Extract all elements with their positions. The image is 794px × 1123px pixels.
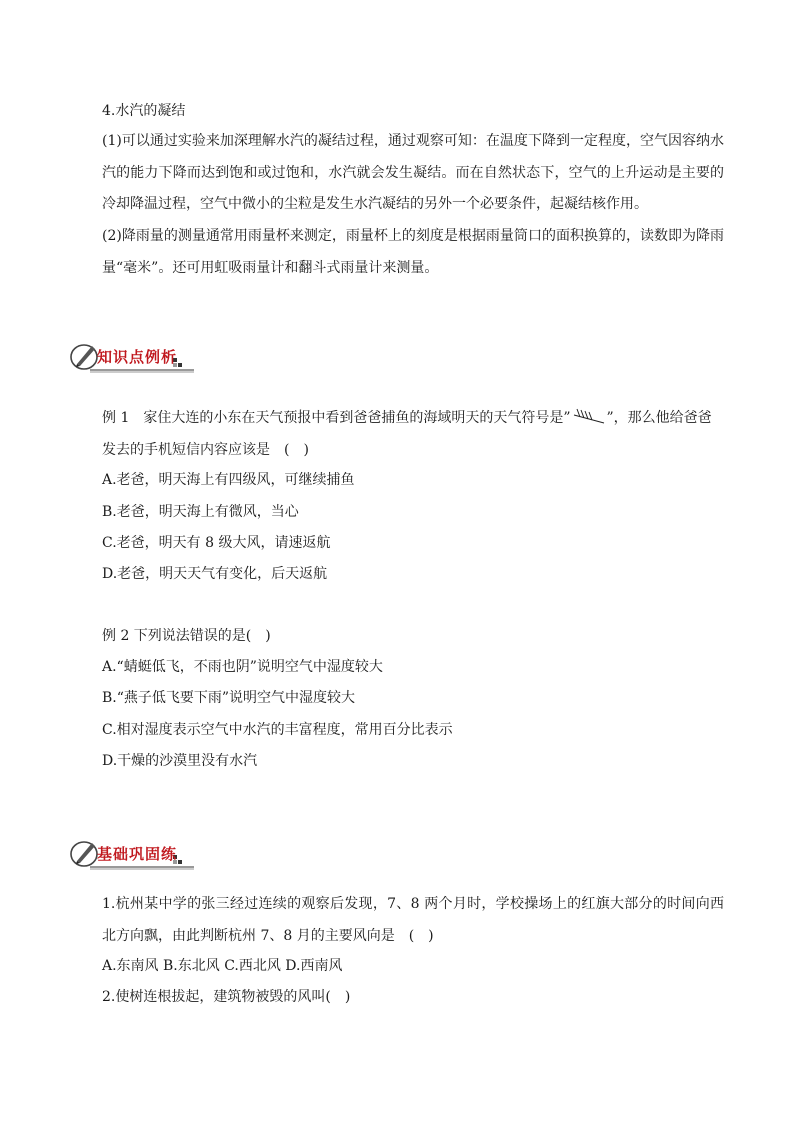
example-2-stem: 例 2 下列说法错误的是( )	[102, 628, 271, 644]
example-1-option-d: D.老爸，明天天气有变化，后天返航	[102, 566, 328, 582]
example-2-option-d: D.干燥的沙漠里没有水汽	[102, 753, 258, 769]
section-heading: 4.水汽的凝结	[102, 103, 186, 119]
section-banner-practice	[70, 834, 200, 874]
banner-label: 知识点例析	[97, 348, 178, 366]
example-2-option-c: C.相对湿度表示空气中水汽的丰富程度，常用百分比表示	[102, 722, 453, 738]
question-1-stem: 1.杭州某中学的张三经过连续的观察后发现，7、8 两个月时，学校操场上的红旗大部分的时间向西北方向飘，由此判断杭州 7、8 月的主要风向是 ( )	[102, 896, 724, 944]
example-1-stem	[102, 408, 712, 428]
example-1-option-a: A.老爸，明天海上有四级风，可继续捕鱼	[102, 472, 355, 488]
example-2-option-b: B.“燕子低飞要下雨”说明空气中湿度较大	[102, 690, 356, 706]
wind-barb-icon	[571, 408, 607, 428]
paragraph-2: (2)降雨量的测量通常用雨量杯来测定，雨量杯上的刻度是根据雨量筒口的面积换算的，读数即为降雨量“毫米”。还可用虹吸雨量计和翻斗式雨量计来测量。	[102, 228, 724, 276]
example-2-option-a: A.“蜻蜓低飞，不雨也阴”说明空气中湿度较大	[102, 659, 383, 675]
example-1-stem-b: ”，那么他给爸爸	[606, 410, 712, 426]
example-1-option-c: C.老爸，明天有 8 级大风，请速返航	[102, 535, 331, 551]
question-1-options: A.东南风 B.东北风 C.西北风 D.西南风	[102, 958, 343, 974]
example-1-stem-a: 例 1 家住大连的小东在天气预报中看到爸爸捕鱼的海域明天的天气符号是”	[102, 410, 571, 426]
example-1-option-b: B.老爸，明天海上有微风，当心	[102, 504, 299, 520]
banner-label: 基础巩固练	[97, 845, 178, 863]
section-banner-examples	[70, 337, 200, 377]
paragraph-1: (1)可以通过实验来加深理解水汽的凝结过程，通过观察可知：在温度下降到一定程度，空气因容纳水汽的能力下降而达到饱和或过饱和，水汽就会发生凝结。而在自然状态下，空气的上升运动是主要的冷却降温过程，空气中微小的尘粒是发生水汽凝结的另外一个必要条件，起凝结核作用。	[102, 133, 724, 212]
question-2-stem: 2.使树连根拔起，建筑物被毁的风叫( )	[102, 989, 351, 1005]
example-1-stem-cont: 发去的手机短信内容应该是 ( )	[102, 442, 309, 458]
